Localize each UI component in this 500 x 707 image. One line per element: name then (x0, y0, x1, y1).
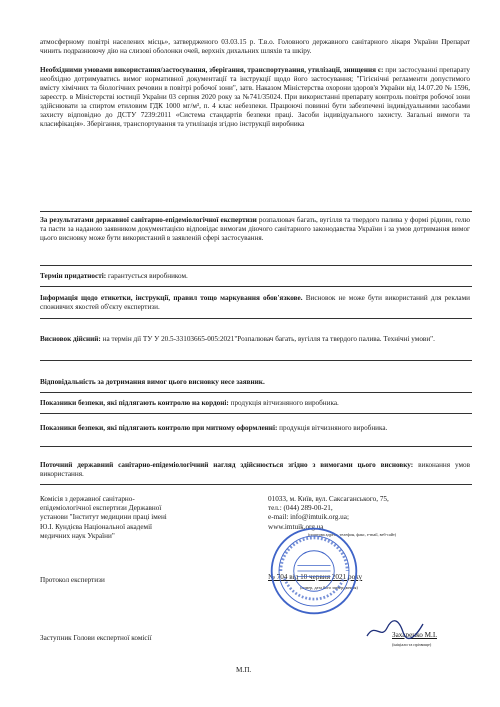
seal-place-label: М.П. (236, 666, 252, 674)
deputy-name: Захаренко М.І. (392, 631, 438, 639)
protocol-label: Протокол експертизи (40, 576, 105, 584)
commission-name: Комісія з державної санітарно- епідеміологічної експертизи Державної установи "Інститут медицини праці імені Ю.І. Кундієва Національної академії медичних наук України" (40, 495, 167, 540)
paragraph-usage-conditions: Необхідними умовами використання/застосування, зберігання, транспортування, утилізації, знищення є: при застосуванні препарату необхідно дотримуватись вимог нормативної документації та інструкції щодо його застосування; "Гігієнічні регламенти допустимого вмісту хімічних та біологічних речовин в повітрі робочої зони", затв. Наказом Міністерства охорони здоров'я України від 14.07.20 № 1596, зареєстр. в Міністерстві юстиції України 03 серпня 2020 року за №741/35024. При використанні препарату контроль повітря робочої зони здійснювати за спиртом етиловим ГДК 1000 мг/м³, п. 4 клас небезпеки. Працюючі повинні бути забезпечені індивідуальними засобами захисту відповідно до ДСТУ 7239:2011 «Система стандартів безпеки праці. Засоби індивідуального захисту. Загальні вимоги та класифікація». Зберігання, транспортування та утилізація згідно інструкції виробника (40, 66, 471, 128)
divider (40, 286, 472, 287)
paragraph-border-control: Показники безпеки, які підлягають контролю на кордоні: продукція вітчизняного виробника. (40, 399, 339, 407)
divider (40, 484, 472, 485)
divider (40, 265, 472, 266)
divider (40, 360, 472, 361)
address-note: (поштова адреса, телефон, факс, e-mail, веб-сайт) (308, 531, 397, 537)
divider (40, 211, 472, 212)
deputy-note: (ініціали та прізвище) (392, 642, 432, 647)
paragraph-supervision: Поточний державний санітарно-епідеміологічний нагляд здійснюється згідно з вимогами цього висновку: виконання умов використання. (40, 461, 470, 478)
divider (40, 318, 472, 319)
divider (40, 392, 472, 393)
stamp-icon (268, 525, 363, 617)
divider (40, 413, 472, 414)
protocol-note: (номер, дата його затвердження) (300, 585, 358, 590)
paragraph-responsibility: Відповідальність за дотримання вимог цього висновку несе заявник. (40, 378, 265, 386)
paragraph-customs-control: Показники безпеки, які підлягають контролю при митному оформленні: продукція вітчизняного виробника. (40, 424, 388, 432)
commission-address: 01033, м. Київ, вул. Саксаганського, 75, тел.: (044) 289-00-21, e-mail: info@imtuik.org.ua; www.imtuik.org.ua (поштова адреса, телефон, факс, e-mail, веб-сайт) (268, 495, 397, 537)
paragraph-label-info: Інформація щодо етикетки, інструкції, правил тощо маркування обов'язкове. Висновок не може бути використаний для реклами споживчих якостей об'єкту експертизи. (40, 294, 470, 311)
paragraph-shelf-life: Термін придатності: гарантується виробником. (40, 272, 188, 280)
deputy-label: Заступник Голови експертної комісії (40, 634, 152, 642)
protocol-value: № 704 від 10 червня 2021 року (268, 573, 363, 581)
paragraph-validity: Висновок дійсний: на термін дії ТУ У 20.5-33103665-005:2021"Розпалювач багать, вугілля та твердого палива. Технічні умови". (40, 335, 435, 343)
paragraph-continuation: атмосферному повітрі населених місць», затвердженого 03.03.15 р. Т.в.о. Головного державного санітарного лікаря України Препарат чинить подразнюючу дію на слизові оболонки очей, верхніх дихальних шляхів та шкіру. (40, 38, 470, 55)
signature-icon (365, 618, 425, 642)
paragraph-expertise-result: За результатами державної санітарно-епідеміологічної експертизи розпалювач багать, вугілля та твердого палива у формі рідини, гелю та пасти за наданою заявником документацією відповідає вимогам діючого санітарного законодавства України і за умов дотримання вимог цього висновку може бути використаний в заявленій сфері застосування. (40, 216, 470, 242)
divider (40, 446, 472, 447)
